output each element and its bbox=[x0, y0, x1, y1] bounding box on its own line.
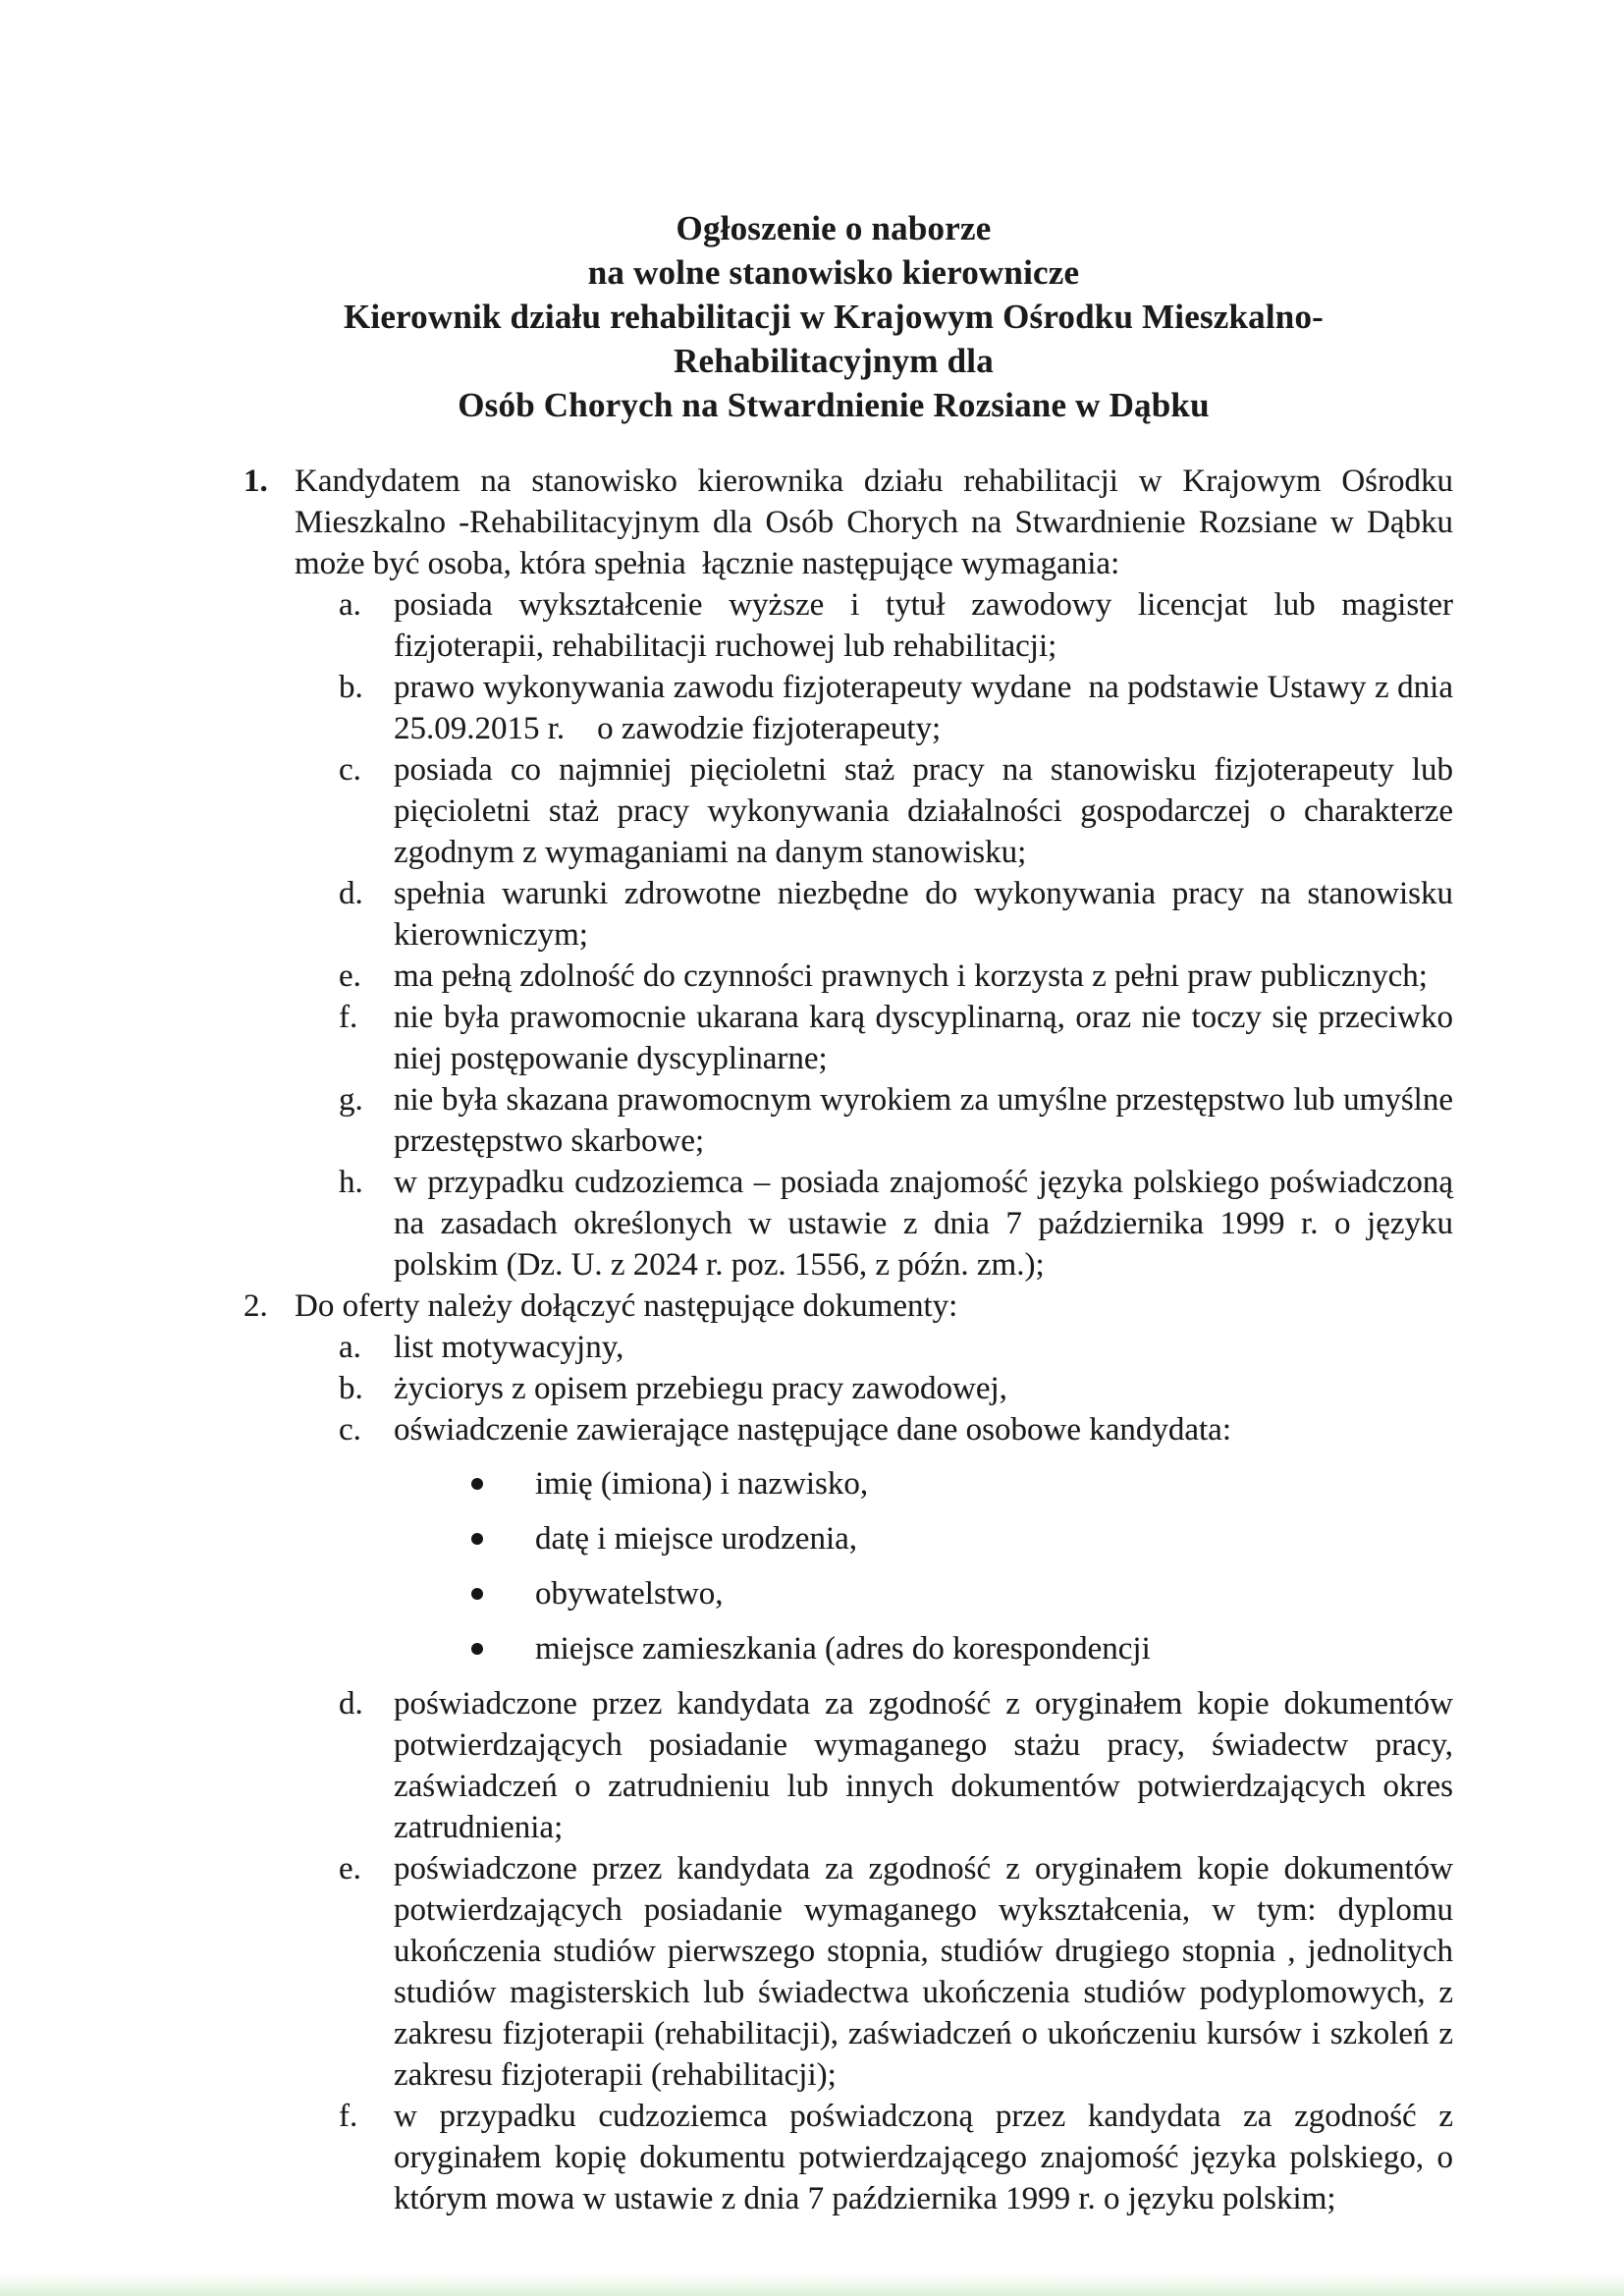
list-item-text: list motywacyjny, bbox=[394, 1330, 624, 1365]
document-title-block bbox=[214, 206, 1453, 427]
section-paragraph: Kandydatem na stanowisko kierownika działu rehabilitacji w Krajowym Ośrodku Mieszkalno -Rehabilitacyjnym dla Osób Chorych na Stwardnienie Rozsiane w Dąbku może być osoba, która spełnia łącznie następujące wymagania: bbox=[295, 464, 1462, 581]
bullet-icon bbox=[471, 1588, 483, 1600]
list-item-text: posiada wykształcenie wyższe i tytuł zawodowy licencjat lub magister fizjoterapii, rehabilitacji ruchowej lub rehabilitacji; bbox=[394, 587, 1462, 664]
list-item-letter: e. bbox=[339, 958, 361, 994]
bullet-text: imię (imiona) i nazwisko, bbox=[535, 1466, 869, 1502]
list-item-text: w przypadku cudzoziemca – posiada znajomość języka polskiego poświadczoną na zasadach określonych w ustawie z dnia 7 października 1999 r. o języku polskim (Dz. U. z 2024 r. poz. 1556, z późn. zm.); bbox=[394, 1165, 1462, 1283]
list-item-text: życiorys z opisem przebiegu pracy zawodowej, bbox=[394, 1371, 1007, 1406]
section-paragraph: Do oferty należy dołączyć następujące dokumenty: bbox=[295, 1288, 958, 1324]
section-1-head bbox=[244, 461, 1462, 584]
personal-data-bullet-list bbox=[471, 1463, 1453, 1669]
list-item-2f bbox=[339, 2096, 1462, 2219]
bullet-item bbox=[471, 1463, 1453, 1504]
title-line-2: na wolne stanowisko kierownicze bbox=[587, 253, 1080, 292]
list-item-text: prawo wykonywania zawodu fizjoterapeuty wydane na podstawie Ustawy z dnia 25.09.2015 r. o zawodzie fizjoterapeuty; bbox=[394, 670, 1462, 746]
scan-artifact-strip bbox=[0, 2272, 1624, 2296]
list-item-text: oświadczenie zawierające następujące dane osobowe kandydata: bbox=[394, 1412, 1231, 1448]
list-item-letter: c. bbox=[339, 752, 361, 788]
list-item-1h bbox=[339, 1162, 1462, 1285]
list-item-text: nie była skazana prawomocnym wyrokiem za umyślne przestępstwo lub umyślne przestępstwo skarbowe; bbox=[394, 1082, 1470, 1159]
title-line-4: Osób Chorych na Stwardnienie Rozsiane w Dąbku bbox=[458, 386, 1210, 424]
list-item-text: spełnia warunki zdrowotne niezbędne do wykonywania pracy na stanowisku kierowniczym; bbox=[394, 876, 1462, 953]
section-1 bbox=[244, 461, 1470, 1285]
list-item-1f bbox=[339, 997, 1462, 1079]
bullet-text: obywatelstwo, bbox=[535, 1576, 724, 1612]
bullet-text: miejsce zamieszkania (adres do korespondencji bbox=[535, 1631, 1151, 1667]
bullet-text: datę i miejsce urodzenia, bbox=[535, 1521, 858, 1557]
document-content bbox=[244, 206, 1470, 2219]
list-item-1g bbox=[339, 1079, 1470, 1162]
list-item-letter: d. bbox=[339, 1686, 363, 1722]
list-item-letter: d. bbox=[339, 876, 363, 911]
list-item-letter: c. bbox=[339, 1412, 361, 1448]
title-line-1: Ogłoszenie o naborze bbox=[676, 209, 992, 247]
list-item-letter: b. bbox=[339, 670, 363, 705]
list-item-1d bbox=[339, 873, 1462, 956]
list-item-letter: f. bbox=[339, 2099, 358, 2134]
list-item-text: poświadczone przez kandydata za zgodność z oryginałem kopie dokumentów potwierdzających posiadanie wymaganego wykształcenia, w tym: dyplomu ukończenia studiów pierwszego stopnia, studiów drugiego stopnia , jednolitych studiów magisterskich lub świadectwa ukończenia studiów podyplomowych, z zakresu fizjoterapii (rehabilitacji), zaświadczeń o ukończeniu kursów i szkoleń z zakresu fizjoterapii (rehabilitacji); bbox=[394, 1851, 1462, 2093]
list-item-text: poświadczone przez kandydata za zgodność z oryginałem kopie dokumentów potwierdzających posiadanie wymaganego stażu pracy, świadectw pracy, zaświadczeń o zatrudnieniu lub innych dokumentów potwierdzających okres zatrudnienia; bbox=[394, 1686, 1462, 1845]
list-item-letter: g. bbox=[339, 1082, 363, 1118]
section-number: 1. bbox=[244, 464, 268, 499]
list-item-text: ma pełną zdolność do czynności prawnych i korzysta z pełni praw publicznych; bbox=[394, 958, 1428, 994]
list-item-2e bbox=[339, 1848, 1462, 2096]
list-item-letter: e. bbox=[339, 1851, 361, 1886]
list-item-letter: a. bbox=[339, 1330, 361, 1365]
section-number: 2. bbox=[244, 1288, 268, 1324]
list-item-letter: a. bbox=[339, 587, 361, 623]
list-item-text: nie była prawomocnie ukarana karą dyscyplinarną, oraz nie toczy się przeciwko niej postępowanie dyscyplinarne; bbox=[394, 1000, 1462, 1076]
list-item-1a bbox=[339, 584, 1462, 667]
list-item-letter: f. bbox=[339, 1000, 358, 1035]
bullet-icon bbox=[471, 1478, 483, 1490]
list-item-letter: b. bbox=[339, 1371, 363, 1406]
bullet-item bbox=[471, 1573, 1453, 1614]
list-item-2b bbox=[339, 1368, 1453, 1409]
title-line-3: Kierownik działu rehabilitacji w Krajowym Ośrodku Mieszkalno-Rehabilitacyjnym dla bbox=[343, 298, 1325, 380]
list-item-2d bbox=[339, 1683, 1462, 1848]
list-item-letter: h. bbox=[339, 1165, 363, 1200]
list-item-text: w przypadku cudzoziemca poświadczoną przez kandydata za zgodność z oryginałem kopię dokumentu potwierdzającego znajomość języka polskiego, o którym mowa w ustawie z dnia 7 października 1999 r. o języku polskim; bbox=[394, 2099, 1462, 2216]
list-item-1e bbox=[339, 956, 1453, 997]
list-item-1b bbox=[339, 667, 1462, 749]
section-2-head bbox=[244, 1285, 1453, 1327]
bullet-item bbox=[471, 1628, 1453, 1669]
list-item-2c bbox=[339, 1409, 1453, 1450]
list-item-1c bbox=[339, 749, 1462, 873]
bullet-icon bbox=[471, 1533, 483, 1545]
bullet-item bbox=[471, 1518, 1453, 1559]
list-item-text: posiada co najmniej pięcioletni staż pracy na stanowisku fizjoterapeuty lub pięcioletni staż pracy wykonywania działalności gospodarczej o charakterze zgodnym z wymaganiami na danym stanowisku; bbox=[394, 752, 1462, 870]
section-2 bbox=[244, 1285, 1462, 2219]
document-body bbox=[244, 461, 1470, 2219]
bullet-icon bbox=[471, 1643, 483, 1655]
list-item-2a bbox=[339, 1327, 1453, 1368]
